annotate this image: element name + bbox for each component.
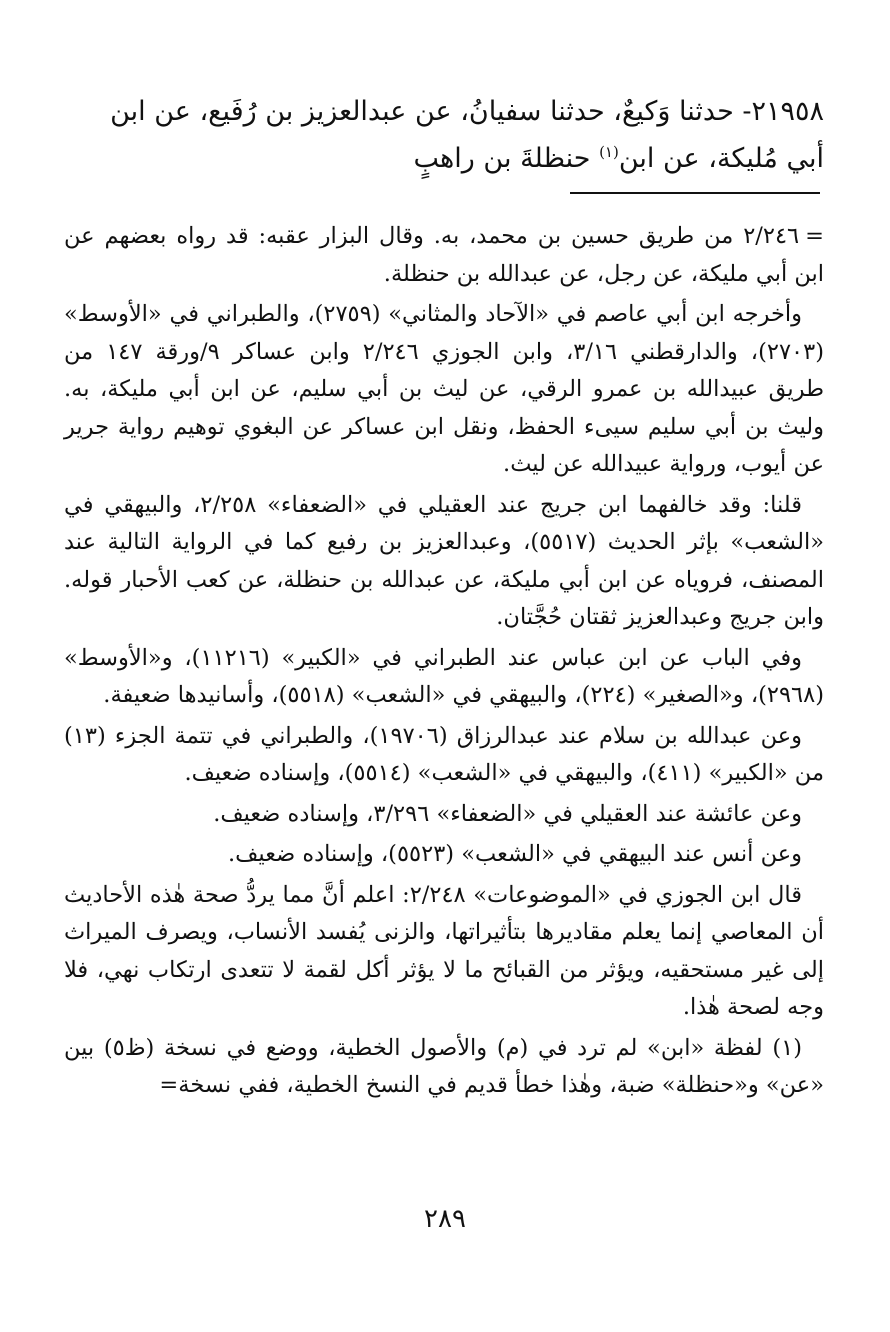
note-text: ٢/٢٤٦ من طريق حسين بن محمد، به. وقال البزار عقبه: قد رواه بعضهم عن ابن أبي مليكة، عن رجل، عن عبدالله بن حنظلة. (64, 223, 824, 287)
note-paragraph: وعن أنس عند البيهقي في «الشعب» (٥٥٢٣)، وإسناده ضعيف. (227, 841, 802, 867)
note-paragraph: وعن عائشة عند العقيلي في «الضعفاء» ٣/٢٩٦، وإسناده ضعيف. (213, 800, 802, 827)
footnote-separator (570, 192, 820, 194)
continuation-mark: = (805, 223, 824, 249)
note-paragraph: قال ابن الجوزي في «الموضوعات» ٢/٢٤٨: اعلم أنَّ مما يردُّ صحة هٰذه الأحاديث أن المعاصي إنما يعلم مقاديرها بتأثيراتها، والزنى يُفسد الأنساب، ويصرف الميراث إلى غير مستحقيه، ويؤثر من القبائح ما لا يؤثر أكل لقمة لا تتعدى ارتكاب نهي، فلا وجه لصحة هٰذا. (64, 881, 824, 1020)
footnote-1: (١) لفظة «ابن» لم ترد في (م) والأصول الخطية، ووضع في نسخة (ظ٥) بين «عن» و«حنظلة» ضبة، وهٰذا خطأ قديم في النسخ الخطية، ففي نسخة= (64, 1034, 824, 1098)
note-paragraph: وعن عبدالله بن سلام عند عبدالرزاق (١٩٧٠٦)، والطبراني في تتمة الجزء (١٣) من «الكبير» (٤١١)، والبيهقي في «الشعب» (٥٥١٤)، وإسناده ضعيف. (64, 722, 824, 786)
commentary-notes (64, 218, 824, 1108)
hadith-line-2-before: أبي مُليكة، عن ابن (618, 143, 824, 174)
note-paragraph: وأخرجه ابن أبي عاصم في «الآحاد والمثاني» (٢٧٥٩)، والطبراني في «الأوسط» (٢٧٠٣)، والدارقطني ٣/١٦، وابن الجوزي ٢/٢٤٦ وابن عساكر ٩/ورقة ١٤٧ من طريق عبيدالله بن عمرو الرقي، عن ليث بن أبي سليم، عن ابن أبي مليكة، به. وليث بن أبي سليم سيىء الحفظ، ونقل ابن عساكر عن البغوي توهيم رواية جرير عن أيوب، ورواية عبيدالله عن ليث. (64, 301, 824, 477)
hadith-line-1 (64, 88, 824, 135)
hadith-line-1-text: ٢١٩٥٨- حدثنا وَكيعٌ، حدثنا سفيانُ، عن عبدالعزيز بن رُفَيع، عن ابن (110, 96, 824, 127)
hadith-line-2-after: حنظلةَ بن راهبٍ (413, 143, 600, 174)
note-continuation (64, 218, 824, 293)
footnote-reference-marker[interactable]: (١) (599, 143, 619, 161)
hadith-line-2 (64, 135, 824, 182)
hadith-text (64, 88, 824, 182)
page-number: ٢٨٩ (424, 1204, 466, 1234)
note-paragraph: وفي الباب عن ابن عباس عند الطبراني في «الكبير» (١١٢١٦)، و«الأوسط» (٢٩٦٨)، و«الصغير» (٢٢٤)، والبيهقي في «الشعب» (٥٥١٨)، وأسانيدها ضعيفة. (64, 644, 824, 708)
note-paragraph: قلنا: وقد خالفهما ابن جريج عند العقيلي في «الضعفاء» ٢/٢٥٨، والبيهقي في «الشعب» بإثر الحديث (٥٥١٧)، وعبدالعزيز بن رفيع كما في الرواية التالية عند المصنف، فروياه عن ابن أبي مليكة، عن عبدالله بن حنظلة، عن كعب الأحبار قوله. وابن جريج وعبدالعزيز ثقتان حُجَّتان. (64, 491, 824, 630)
